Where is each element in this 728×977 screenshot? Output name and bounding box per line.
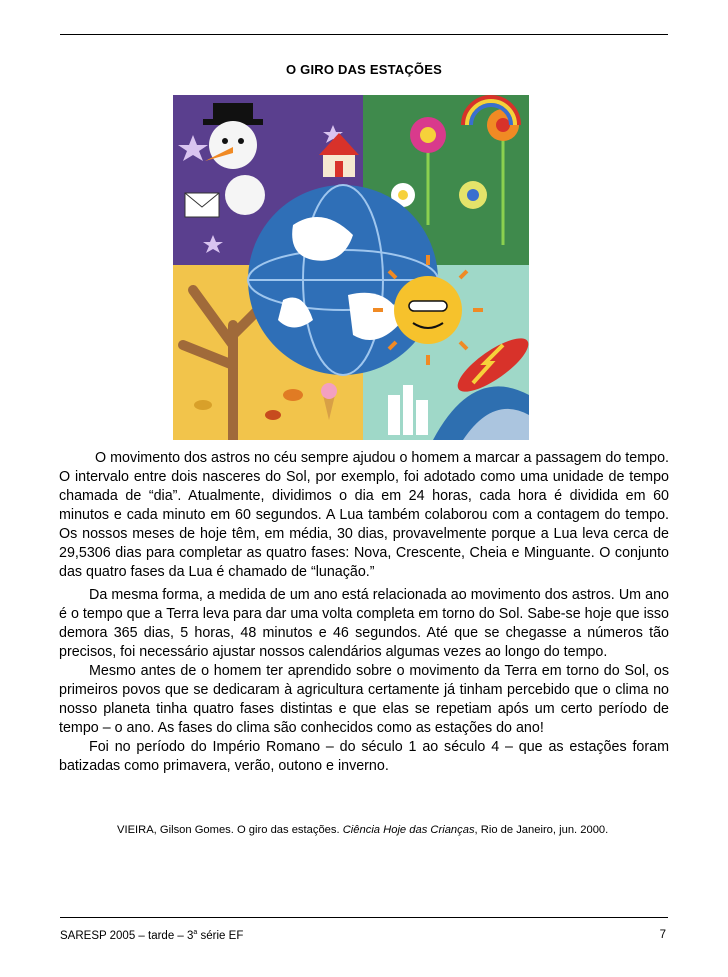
- footer-label-superscript: a: [193, 929, 198, 936]
- footer-label: [60, 929, 243, 942]
- paragraph: Mesmo antes de o homem ter aprendido sobre o movimento da Terra em torno do Sol, os primeiros povos que se dedicaram à agricultura certamente já tinham percebido que o clima no nosso planeta tinha quatro fases distintas e que elas se repetiam após um certo período de tempo – o ano. As fases do clima são conhecidos como as estações do ano!: [59, 663, 669, 736]
- article-text: [59, 449, 669, 776]
- citation-author: VIEIRA, Gilson Gomes. O giro das estações.: [117, 824, 343, 836]
- footer-label-text: SARESP 2005 – tarde – 3: [60, 930, 194, 942]
- top-rule: [60, 34, 668, 35]
- paragraph: O movimento dos astros no céu sempre ajudou o homem a marcar a passagem do tempo. O intervalo entre dois nasceres do Sol, por exemplo, foi adotado como uma unidade de tempo chamada de “dia”. Atualmente, dividimos o dia em 24 horas, cada hora é dividida em 60 minutos e cada minuto em 60 segundos. A Lua também colaborou com a contagem do tempo. Os nossos meses de hoje têm, em média, 30 dias, provavelmente porque a Lua leva cerca de 29,5306 dias para completar as quatro fases: Nova, Crescente, Cheia e Minguante. O conjunto das quatro fases da Lua é chamado de “lunação.”: [59, 450, 669, 580]
- citation-publication: Ciência Hoje das Crianças: [342, 824, 475, 836]
- paragraph: Da mesma forma, a medida de um ano está relacionada ao movimento dos astros. Um ano é o tempo que a Terra leva para dar uma volta completa em torno do Sol. Sabe-se hoje que isso demora 365 dias, 5 horas, 48 minutos e 46 segundos. Até que se chegasse a números tão precisos, foi necessário ajustar nossos calendários algumas vezes ao longo do tempo.: [59, 587, 669, 660]
- page-number: 7: [659, 929, 666, 941]
- footer-label-suffix: série EF: [197, 930, 244, 942]
- bottom-rule: [60, 917, 668, 918]
- paragraph: Foi no período do Império Romano – do século 1 ao século 4 – que as estações foram batizadas como primavera, verão, outono e inverno.: [59, 739, 669, 774]
- seasons-globe-illustration: [173, 95, 529, 440]
- page-title: O GIRO DAS ESTAÇÕES: [286, 62, 442, 77]
- citation-details: , Rio de Janeiro, jun. 2000.: [474, 824, 609, 836]
- citation: [117, 824, 608, 836]
- globe-icon: [248, 185, 438, 375]
